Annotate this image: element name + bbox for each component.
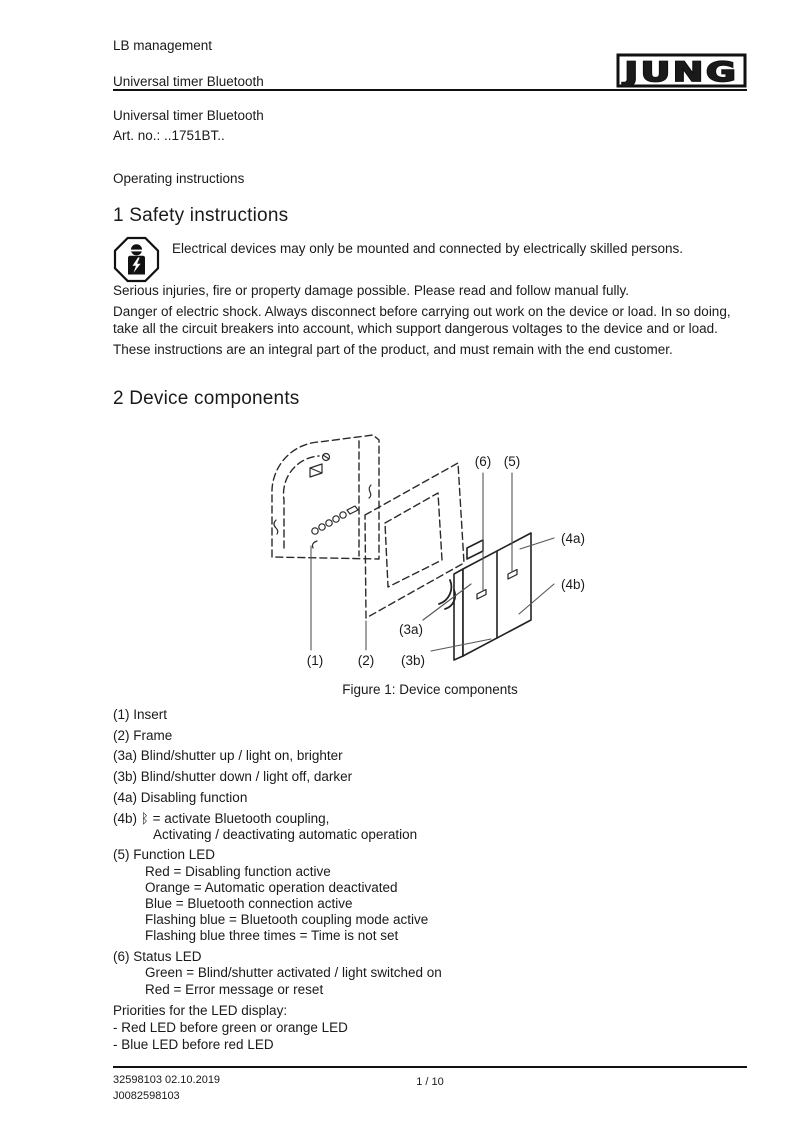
jung-logo [616, 53, 747, 94]
diagram-label-1: (1) [306, 653, 324, 668]
component-list-item: Activating / deactivating automatic operation [153, 826, 418, 842]
diagram-label-2: (2) [357, 653, 375, 668]
product-title: Universal timer Bluetooth [113, 108, 264, 123]
device-diagram [253, 428, 617, 685]
component-list-item: (5) Function LED [113, 847, 216, 863]
safety-paragraph: Serious injuries, fire or property damage possible. Please read and follow manual fully. [113, 283, 630, 298]
figure-caption: Figure 1: Device components [342, 682, 518, 697]
page-indicator: 1 / 10 [416, 1076, 444, 1088]
component-list [113, 707, 747, 998]
diagram-label-4b: (4b) [560, 577, 586, 592]
footer-doc-id: J0082598103 [113, 1090, 180, 1102]
component-list-item: Red = Disabling function active [145, 863, 331, 879]
footer-rule [113, 1066, 747, 1068]
doc-type: Operating instructions [113, 171, 245, 186]
skilled-persons-note: Electrical devices may only be mounted and connected by electrically skilled persons. [172, 241, 684, 256]
diagram-labels [307, 454, 585, 668]
diagram-label-5: (5) [503, 454, 521, 469]
header-product-line: Universal timer Bluetooth [113, 74, 264, 89]
priority-line: - Red LED before green or orange LED [113, 1020, 348, 1035]
diagram-label-3a: (3a) [398, 622, 424, 637]
component-list-item: (3b) Blind/shutter down / light off, darker [113, 769, 353, 785]
component-list-item: Blue = Bluetooth connection active [145, 896, 353, 912]
safety-paragraphs [113, 282, 747, 362]
diagram-label-6: (6) [474, 454, 492, 469]
priority-line: Priorities for the LED display: [113, 1003, 288, 1018]
diagram-label-3b: (3b) [400, 653, 426, 668]
component-list-item: (4a) Disabling function [113, 789, 248, 805]
safety-paragraph: These instructions are an integral part of the product, and must remain with the end customer. [113, 342, 673, 357]
section-heading-safety: 1 Safety instructions [113, 205, 289, 226]
component-list-item: (1) Insert [113, 707, 168, 722]
header-brand: LB management [113, 38, 213, 53]
helmet-brim [129, 250, 144, 252]
component-list-item: (6) Status LED [113, 949, 202, 965]
top-catch [467, 540, 483, 559]
safety-paragraph: Danger of electric shock. Always disconnect before carrying out work on the device or load. In so doing, take all the circuit breakers into account, which support dangerous voltages to the device and or load. [113, 304, 731, 336]
component-list-item: (2) Frame [113, 727, 173, 743]
component-list-item: Flashing blue = Bluetooth coupling mode active [145, 912, 429, 928]
footer-doc-number: 32598103 02.10.2019 [113, 1074, 221, 1086]
priority-line: - Blue LED before red LED [113, 1037, 274, 1052]
section-heading-components: 2 Device components [113, 388, 300, 409]
insert-details [274, 454, 371, 549]
component-list-item: (3a) Blind/shutter up / light on, brighter [113, 748, 343, 764]
article-number: Art. no.: ..1751BT.. [113, 128, 225, 143]
logo-text: JUNG [621, 57, 739, 88]
component-list-item: Orange = Automatic operation deactivated [145, 879, 398, 895]
diagram-label-4a: (4a) [560, 531, 586, 546]
electrician-warning-icon [113, 236, 160, 288]
component-list-item: Green = Blind/shutter activated / light switched on [145, 965, 442, 981]
component-list-item: Flashing blue three times = Time is not set [145, 928, 399, 944]
component-list-item: Red = Error message or reset [145, 981, 324, 997]
rocker-unit [439, 533, 531, 660]
component-list-item: (4b) ᛒ = activate Bluetooth coupling, [113, 810, 330, 826]
header-rule [113, 89, 747, 91]
title-block [113, 106, 747, 146]
led-priorities [113, 1002, 747, 1053]
